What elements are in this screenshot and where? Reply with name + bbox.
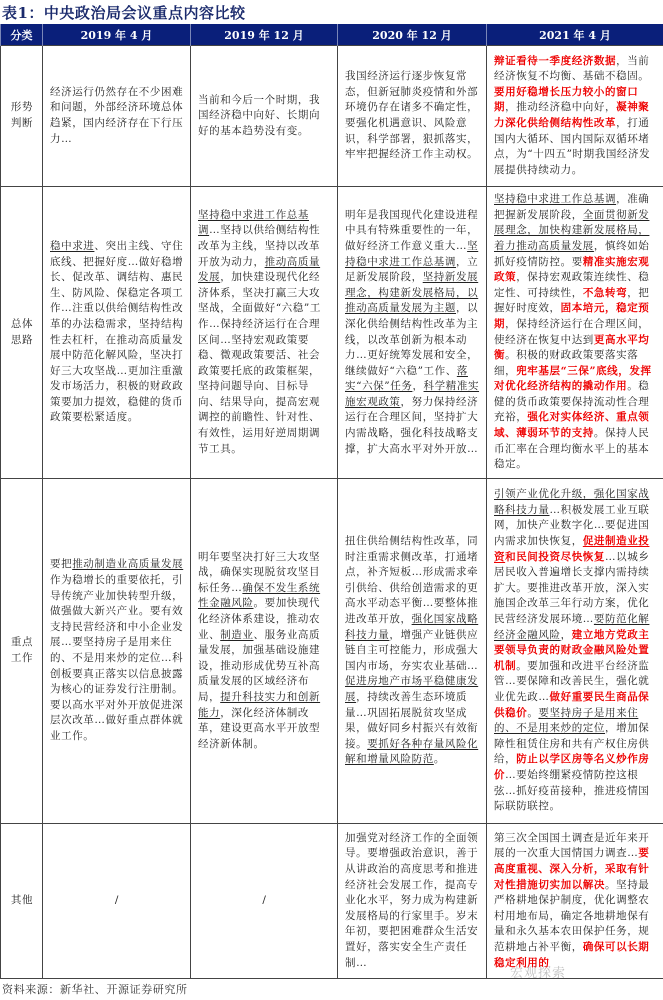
cell-text: ，慎终如始抓好疫情防控。要: [494, 239, 650, 268]
underlined-text: 强化国家战略科技力量: [345, 613, 479, 641]
underlined-text: 坚持稳中求进工作总基调: [494, 193, 617, 206]
cell-text: 。坚持最严格耕地保护制度，优化调整农村用地布局，确定各地耕地保有量和永久基本农田保护任务，规范耕地占补平衡，: [494, 878, 650, 953]
cell-text: 要把: [50, 558, 73, 571]
underlined-text: 确保不发生系统性金融风险: [198, 581, 321, 610]
cell-text: 。: [527, 706, 539, 719]
underlined-text: 稳中求进: [50, 239, 95, 252]
cell-text: 当前和今后一个时期，我国经济稳中向好、长期向好的基本趋势没有变。: [198, 93, 321, 137]
table-cell: [338, 187, 487, 479]
underlined-text: 要防范化解经济金融风险: [494, 613, 650, 641]
underlined-text: 推动高质量发展: [198, 255, 321, 284]
row-category: [1, 46, 43, 187]
table-cell: [191, 46, 338, 187]
highlight-text: 要用好稳增长压力较小的窗口期: [494, 85, 639, 114]
cell-text: ，立足新发展阶段，: [345, 255, 479, 284]
table-cell: [43, 46, 191, 187]
cell-text: /: [114, 894, 120, 907]
highlight-text: 辩证看待一季度经济数据: [494, 54, 617, 67]
cell-text: ，增强产业链供应链自主可控能力，形成强大国内市场，夯实农业基础…: [345, 628, 479, 672]
watermark: 宏观探索: [510, 966, 567, 981]
cell-text: ，准确把握新发展阶段，: [494, 193, 650, 221]
cell-text: 经济运行仍然存在不少困难和问题，外部经济环境总体趋紧，国内经济存在下行压力…: [50, 85, 184, 145]
cell-text: ，增加保障性租赁住房和共有产权住房供给，: [494, 722, 650, 766]
highlight-text: 凝神聚力深化供给侧结构性改革: [494, 101, 650, 129]
category-label: 其他: [10, 894, 34, 907]
row-category: [1, 187, 43, 479]
row-category: [1, 824, 43, 979]
underlined-text: 促进房地产市场平稳健康发展: [345, 675, 479, 703]
highlight-text: 建立地方党政主要领导负责的财政金融风险处置机制: [494, 628, 650, 672]
highlight-text: 精准实施宏观政策: [494, 255, 650, 284]
header-category: 分类: [1, 24, 43, 46]
cell-text: 明年要坚决打好三大攻坚战，确保实现脱贫攻坚目标任务…: [198, 550, 321, 594]
highlight-text: 做好重要民生商品保供稳价: [494, 690, 650, 719]
cell-text: /: [262, 894, 267, 907]
cell-text: 、服务业高质量发展，加强基础设施建设，推动形成优势互补高质量发展的区域经济布局，: [198, 628, 321, 703]
cell-text: 。积极的财政政策要落实落细，: [494, 349, 639, 377]
category-label: 重点工作: [10, 636, 34, 664]
underlined-text: 要抓好各种存量风险化解和增量风险防范: [345, 737, 479, 766]
source-note: 资料来源：新华社、开源证券研究所: [2, 983, 188, 996]
category-label: 总体思路: [10, 317, 34, 346]
table-cell: [191, 479, 338, 824]
cell-text: …以城乡居民收入普遍增长支撑内需持续扩大。要推进改革开放，深入实施国企改革三年行动方案，优化民营经济发展环境…: [494, 550, 650, 626]
table-cell: [43, 824, 191, 979]
cell-text: 扭住供给侧结构性改革，同时注重需求侧改革，打通堵点，补齐短板…形成需求牵引供给、供给创造需求的更高水平动态平衡…要整体推进改革开放，: [345, 535, 479, 626]
cell-text: …坚持以供给侧结构性改革为主线，坚持以改革开放为动力，: [198, 224, 321, 268]
cell-text: 。要加快现代化经济体系建设，推动农业、: [198, 597, 321, 641]
cell-text: 、突出主线、守住底线、把握好度…做好稳增长、促改革、调结构、惠民生、防风险、保稳定各项工作…注重以供给侧结构性改革的办法稳需求，坚持结构性去杠杆，在推动高质量发展中防范化解风险，坚决打好三大攻坚战…更加注重激发市场活力，积极的财政政策要加力提效，稳健的货币政策要松紧适度。: [50, 239, 184, 424]
cell-text: ，打通国内大循环、国内国际双循环堵点，为“十四五”时期我国经济发展提供持续动力。: [494, 117, 651, 176]
cell-text: ，深化经济体制改革，建设更高水平开放型经济新体制。: [198, 706, 321, 750]
cell-text: 我国经济运行逐步恢复常态，但新冠肺炎疫情和外部环境仍存在诸多不确定性，要强化机遇意识、风险意识，科学部署，狠抓落实，牢牢把握经济工作主动权。: [345, 70, 479, 161]
highlight-text: 要高度重视、深入分析，采取有针对性措施切实加以解决: [494, 847, 650, 891]
table-cell: [338, 46, 487, 187]
table-cell: [191, 187, 338, 479]
cell-text: …要始终绷紧疫情防控这根弦…抓好疫苗接种，推进疫情国际联防联控。: [494, 768, 650, 813]
table-title: 表1：中央政治局会议重点内容比较: [2, 4, 246, 22]
table-cell: [191, 824, 338, 979]
row-category: [1, 479, 43, 824]
table-cell: [43, 479, 191, 824]
cell-text: 。要加强和改进平台经济监管…要保障和改善民生，强化就业优先政…: [494, 659, 650, 703]
underlined-text: 落实“六保”任务: [345, 364, 468, 393]
underlined-text: 推动制造业高质量发展: [72, 558, 184, 571]
table-cell: [43, 187, 191, 479]
cell-text: 作为稳增长的重要依托，引导传统产业加快转型升级，做强做大新兴产业。要有效支持民营经济和中小企业发展…要坚持房子是用来住的、不是用来炒的定位…科创板要真正落实以信息披露为核心的证券发行注册制。要以高水平对外开放促进深层次改革…做好重点群体就业工作。: [50, 574, 184, 742]
cell-text: …积极发展工业互联网，加快产业数字化…要促进国内需求加快恢复，: [494, 503, 650, 548]
category-label: 形势判断: [10, 101, 34, 129]
highlight-text: 和民间投资尽快恢复: [505, 550, 606, 563]
cell-text: ，保持宏观政策连续性、稳定性、可持续性，: [494, 271, 650, 299]
table-row-situation: [1, 46, 663, 187]
highlight-text: 更高水平均衡: [494, 333, 650, 362]
comparison-table: [0, 24, 663, 979]
underlined-text: 坚持稳中求进工作总基调: [198, 208, 309, 237]
table-row-key-tasks: [1, 479, 663, 824]
table-cell: [338, 824, 487, 979]
cell-text: ，加快建设现代化经济体系，坚决打赢三大攻坚战，全面做好“六稳”工作…保持经济运行在合理区间…坚持宏观政策要稳、微观政策要活、社会政策要托底的政策框架，坚持问题导向、目标导向、结果导向，提高宏观调控的前瞻性、针对性、有效性，运用好逆周期调节工具。: [198, 271, 321, 455]
underlined-text: 制造业: [220, 628, 254, 641]
table-cell: [487, 824, 663, 979]
underlined-text: 要坚持房子是用来住的、不是用来炒的定位: [494, 706, 639, 735]
underlined-text: 科学精准实施宏观政策: [345, 380, 480, 408]
table-row-other: [1, 824, 663, 979]
cell-text: ，以深化供给侧结构性改革为主线，以改革创新为根本动力…更好统筹发展和安全，继续做好“六稳”工作、: [345, 302, 479, 377]
cell-text: ，保持经济运行在合理区间，使经济在恢复中达到: [494, 317, 650, 346]
highlight-text: 兜牢基层“三保”底线，发挥对优化经济结构的撬动作用: [494, 364, 652, 393]
underlined-text: 坚持新发展理念，构建新发展格局，以推动高质量发展为主题: [345, 271, 479, 315]
cell-text: 。: [433, 753, 445, 766]
header-2019-04: 2019 年 4 月: [43, 24, 191, 46]
header-2019-12: 2019 年 12 月: [191, 24, 338, 46]
underlined-text: 引领产业优化升级，强化国家战略科技力量: [494, 488, 650, 516]
underlined-text: 提升科技实力和创新能力: [198, 690, 321, 719]
cell-text: ，推动经济稳中向好，: [505, 101, 617, 114]
cell-text: ，当前经济恢复不均衡、基础不稳固。: [494, 54, 650, 83]
cell-text: ，把握好时度效，: [494, 286, 650, 315]
highlight-text: 确保可以长期稳定利用的: [494, 940, 650, 969]
cell-text: 第三次全国国土调查是近年来开展的一次重大国情国力调查…: [494, 831, 650, 860]
cell-text: 加强党对经济工作的全面领导。要增强政治意识，善于从讲政治的高度思考和推进经济社会发展工作，提高专业化水平，努力成为构建新发展格局的行家里手。岁末年初，要把困难群众生活安置好，落实安全生产责任制…: [345, 831, 479, 969]
cell-text: ，努力保持经济运行在合理区间，坚持扩大内需战略，强化科技战略支撑，扩大高水平对外开放…: [345, 395, 479, 455]
highlight-text: 强化对实体经济、重点领域、薄弱环节的支持: [494, 411, 650, 440]
cell-text: ，: [412, 380, 424, 393]
table-cell: [487, 187, 663, 479]
highlight-text: 固本培元，稳定预期: [494, 302, 650, 330]
header-2021-04: 2021 年 4 月: [487, 24, 663, 46]
cell-text: 。保持人民币汇率在合理均衡水平上的基本稳定。: [494, 427, 650, 471]
underlined-text: 全面贯彻新发展理念，加快构建新发展格局，着力推动高质量发展: [494, 208, 650, 252]
highlight-text: 不急转弯: [582, 286, 628, 299]
cell-text: ，持续改善生态环境质量…巩固拓展脱贫攻坚成果，做好同乡村振兴有效衔接。: [345, 690, 479, 750]
highlight-text: 促进制造业投资: [494, 535, 650, 563]
underlined-text: 坚持稳中求进工作总基调: [345, 239, 479, 268]
table-cell: [487, 46, 663, 187]
table-cell: [338, 479, 487, 824]
cell-text: ，: [560, 628, 572, 641]
cell-text: 。稳健的货币政策要保持流动性合理充裕，: [494, 380, 650, 424]
header-2020-12: 2020 年 12 月: [338, 24, 487, 46]
header-row: [1, 24, 663, 46]
table-row-overall-approach: [1, 187, 663, 479]
table-cell: [487, 479, 663, 824]
cell-text: 明年是我国现代化建设进程中具有特殊重要性的一年，做好经济工作意义重大…: [345, 208, 479, 252]
highlight-text: 防止以学区房等名义炒作房价: [494, 753, 650, 781]
